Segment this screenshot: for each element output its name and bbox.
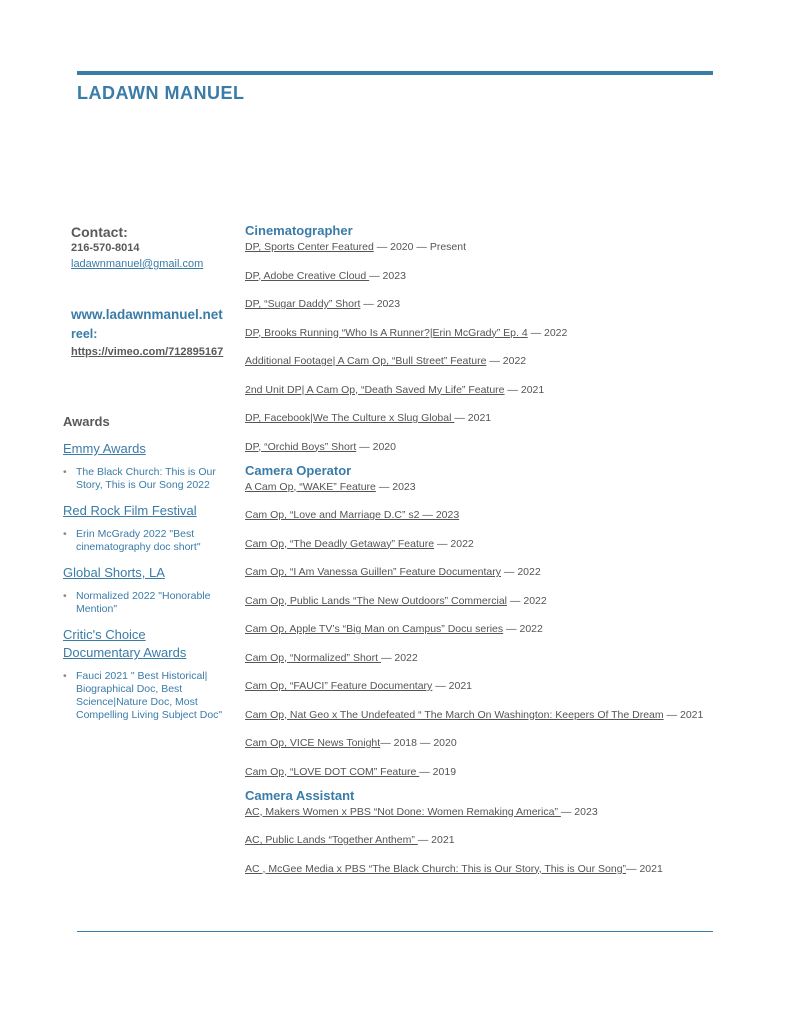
credit-role-link[interactable]: Cam Op, “I Am Vanessa Guillen” Feature Documentary [245, 566, 501, 578]
credit-entry [245, 863, 715, 876]
credit-date: — 2023 [560, 805, 598, 818]
credit-date: — 2022 [380, 651, 418, 664]
award-detail-list [63, 466, 223, 492]
credit-role-link[interactable]: Additional Footage| A Cam Op, “Bull Street” Feature [245, 355, 487, 367]
credit-entry [245, 441, 715, 454]
credit-date: — 2020 [356, 440, 396, 453]
credit-date: — 2023 [375, 480, 416, 493]
credit-role-link[interactable]: Cam Op, VICE News Tonight [245, 737, 381, 749]
credit-role-link[interactable]: AC, Public Lands “Together Anthem” [245, 834, 418, 846]
reel-label: reel: [71, 327, 98, 341]
credit-entry [245, 595, 715, 608]
section-title: Cinematographer [245, 223, 353, 238]
award-detail: • The Black Church: This is Our Story, This is Our Song 2022 [76, 466, 223, 492]
credit-date: — 2019 [419, 765, 457, 778]
award-block [63, 440, 223, 492]
credit-role-link[interactable]: Cam Op, “Normalized” Short [245, 651, 381, 664]
credit-date: — 2021 [417, 834, 455, 846]
credit-role-link[interactable]: AC , McGee Media x PBS “The Black Church: This is Our Story, This is Our Song” [245, 862, 627, 875]
credit-role-link[interactable]: Cam Op, “The Deadly Getaway” Feature [245, 537, 435, 550]
credit-role-link[interactable]: DP, “Sugar Daddy” Short [245, 298, 361, 310]
credit-date: — 2022 [434, 537, 474, 550]
reel-link[interactable]: https://vimeo.com/712895167 [71, 346, 224, 358]
credit-entry [245, 566, 715, 579]
credit-date: — 2021 [432, 680, 473, 692]
credit-date: — 2018 — 2020 [380, 737, 457, 749]
contact-phone: 216-570-8014 [71, 242, 140, 254]
credit-date: — 2021 [504, 383, 545, 396]
credit-role-link[interactable]: DP, Facebook|We The Culture x Slug Global [245, 412, 455, 424]
credit-role-link[interactable]: DP, “Orchid Boys” Short [245, 440, 357, 453]
credit-entry [245, 709, 715, 722]
credit-entry [245, 538, 715, 551]
credit-role-link[interactable]: AC, Makers Women x PBS “Not Done: Women Remaking America” [245, 805, 561, 818]
credit-role-link[interactable]: Cam Op, Apple TV’s “Big Man on Campus” Docu series [245, 623, 504, 635]
awards-heading: Awards [63, 414, 110, 429]
credit-date: — 2021 [454, 412, 492, 424]
credit-entry [245, 384, 715, 397]
section-title: Camera Operator [245, 462, 352, 478]
credit-role-link[interactable]: Cam Op, “LOVE DOT COM” Feature [245, 765, 420, 778]
credit-entry [245, 355, 715, 368]
award-block [63, 564, 223, 616]
awards-section [63, 414, 223, 732]
credits-column [245, 223, 715, 885]
credit-role-link[interactable]: DP, Adobe Creative Cloud [245, 269, 370, 282]
section-camera-operator [245, 463, 715, 779]
credit-entry [245, 834, 715, 847]
award-detail-list [63, 670, 223, 722]
credit-role-link[interactable]: 2nd Unit DP| A Cam Op, “Death Saved My Life” Feature [245, 383, 505, 396]
credit-entry [245, 298, 715, 311]
credit-role-link[interactable]: Cam Op, “FAUCI” Feature Documentary [245, 680, 433, 692]
credit-entry [245, 766, 715, 779]
credit-role-link[interactable]: Cam Op, Public Lands “The New Outdoors” Commercial [245, 594, 508, 607]
credit-role-link[interactable]: A Cam Op, “WAKE” Feature [245, 480, 376, 493]
section-cinematographer [245, 223, 715, 454]
section-title: Camera Assistant [245, 787, 355, 803]
credit-entry [245, 270, 715, 283]
credit-role-link[interactable]: Cam Op, Nat Geo x The Undefeated “ The March On Washington: Keepers Of The Dream [245, 708, 664, 721]
header-rule [77, 71, 713, 75]
award-detail: • Fauci 2021 " Best Historical| Biographical Doc, Best Science|Nature Doc, Most Compelling Living Subject Doc" [76, 670, 223, 722]
award-block [63, 626, 223, 722]
credit-entry [245, 737, 715, 750]
contact-heading: Contact: [71, 224, 128, 240]
award-detail: • Normalized 2022 "Honorable Mention" [76, 590, 223, 616]
credit-entry [245, 241, 715, 254]
award-name-link[interactable]: Global Shorts, LA [63, 565, 165, 580]
credit-entry [245, 623, 715, 636]
credit-date: — 2023 [360, 298, 401, 310]
award-block [63, 502, 223, 554]
credit-date: — 2022 [507, 594, 547, 607]
credit-entry [245, 652, 715, 665]
contact-email-link[interactable]: ladawnmanuel@gmail.com [71, 258, 204, 270]
award-name-link[interactable]: Critic's Choice Documentary Awards [63, 627, 187, 660]
credit-entry [245, 509, 715, 522]
credit-date: — 2022 [503, 623, 543, 635]
award-detail-list [63, 528, 223, 554]
credit-date: — 2023 [369, 269, 406, 282]
credit-entry [245, 481, 715, 494]
credit-entry [245, 412, 715, 425]
award-detail-list [63, 590, 223, 616]
resume-name: LADAWN MANUEL [77, 83, 245, 103]
credit-date: — 2020 — Present [373, 241, 467, 253]
reel-line [71, 326, 224, 361]
award-name-link[interactable]: Emmy Awards [63, 441, 146, 456]
section-camera-assistant [245, 788, 715, 876]
credit-entry [245, 327, 715, 340]
credit-entry [245, 680, 715, 693]
credit-date: — 2022 [527, 326, 568, 339]
credit-date: — 2021 [663, 708, 704, 721]
footer-rule [77, 931, 713, 932]
website-link[interactable]: www.ladawnmanuel.net [71, 307, 223, 322]
award-detail: • Erin McGrady 2022 "Best cinematography doc short" [76, 528, 223, 554]
credit-role-link[interactable]: DP, Sports Center Featured [245, 241, 374, 253]
credit-role-link[interactable]: DP, Brooks Running “Who Is A Runner?|Erin McGrady” Ep. 4 [245, 326, 528, 339]
award-name-link[interactable]: Red Rock Film Festival [63, 503, 197, 518]
credit-date: — 2021 [626, 862, 663, 875]
credit-date: — 2022 [501, 566, 541, 578]
credit-role-link[interactable]: Cam Op, “Love and Marriage D.C” s2 — 2023 [245, 509, 460, 521]
credit-date: — 2022 [486, 355, 527, 367]
credit-entry [245, 806, 715, 819]
